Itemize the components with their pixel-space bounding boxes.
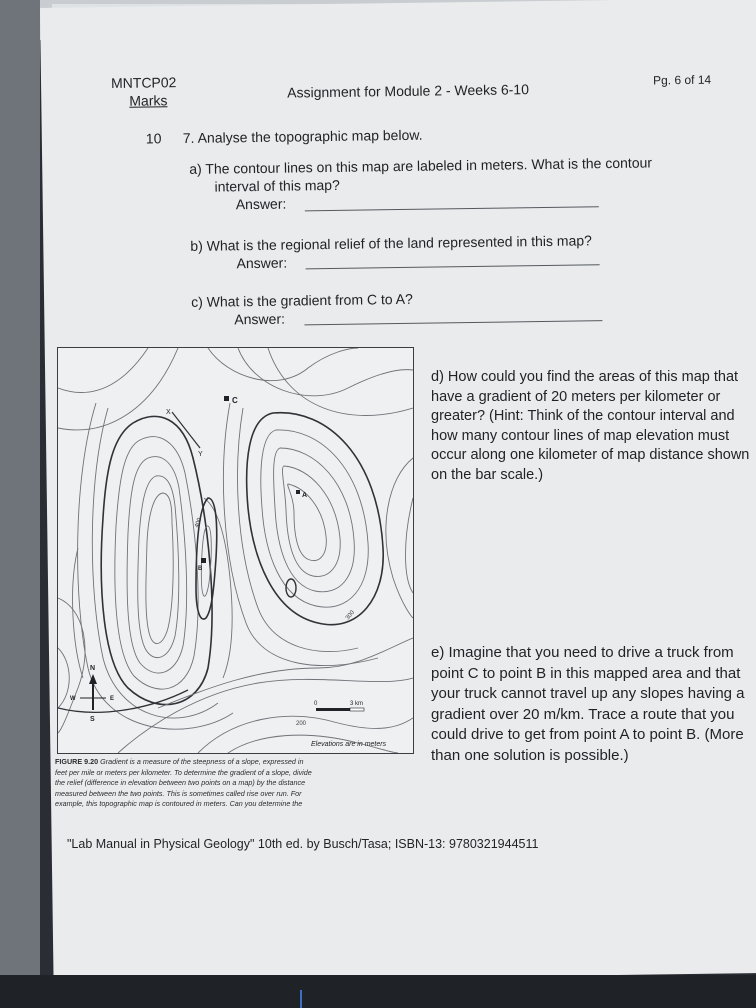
caption-line2: feet per mile or meters per kilometer. To determine the gradient of a slope, divide: [55, 767, 312, 777]
contour-line: [386, 458, 413, 618]
book-reference: "Lab Manual in Physical Geology" 10th ed. by Busch/Tasa; ISBN-13: 9780321944511: [67, 837, 539, 851]
part-a-answer-line[interactable]: [305, 206, 599, 211]
contour-map-svg: [58, 348, 413, 753]
part-c-text: c) What is the gradient from C to A?: [191, 290, 413, 310]
label-c: C: [232, 396, 238, 405]
caption-line4: measured between the two points. This is sometimes called rise over run. For: [55, 788, 302, 798]
compass-e: E: [110, 696, 115, 702]
caption-line1: Gradient is a measure of the steepness of a slope, expressed in: [100, 757, 304, 766]
contour-line: [208, 348, 358, 381]
part-a-answer-label: Answer:: [235, 195, 287, 213]
contour-line: [138, 476, 179, 658]
contour-line: [406, 498, 414, 593]
marks-label: Marks: [129, 92, 168, 109]
part-a-line1: a) The contour lines on this map are labeled in meters. What is the contour: [189, 154, 653, 177]
caption-line3: the relief (difference in elevation between two points on a map) by the distance: [55, 778, 306, 787]
point-a-marker: [296, 490, 300, 494]
label-y: Y: [198, 451, 203, 458]
contour-line: [261, 430, 368, 607]
contour-line: [58, 598, 85, 733]
caption-figure-label: FIGURE 9.20: [55, 757, 99, 766]
compass-n: N: [90, 665, 96, 672]
contour-label-200: 200: [296, 721, 307, 727]
contour-line: [58, 648, 69, 708]
contour-line: [223, 403, 378, 666]
background-desk: [0, 975, 756, 1008]
contour-line: [268, 348, 413, 416]
elevations-note: Elevations are in meters: [311, 741, 387, 748]
contour-line-bold: [101, 416, 212, 704]
assignment-title: Assignment for Module 2 - Weeks 6-10: [287, 81, 530, 101]
scale-start: 0: [314, 701, 318, 707]
compass-s: S: [90, 716, 95, 723]
scale-end: 3 km: [350, 701, 364, 707]
part-e-text: e) Imagine that you need to drive a truck from point C to point B in this mapped area and that your truck cannot travel up any slopes having a gradient over 20 m/km. Trace a route that you could drive to get from point A to point B. (More than one solution is possible.): [431, 644, 745, 764]
part-d-text: d) How could you find the areas of this map that have a gradient of 20 meters per kilometer or greater? (Hint: Think of the contour interval and how many contour lines of map elevation must occur along one kilometer of map distance shown on the bar scale.): [431, 369, 750, 483]
scale-bar-segment: [350, 708, 364, 711]
contour-line: [158, 638, 413, 708]
question-text: 7. Analyse the topographic map below.: [182, 126, 423, 147]
label-b: B: [198, 566, 203, 572]
contour-line-bold: [58, 690, 188, 712]
contour-line: [58, 348, 148, 392]
scale-bar: [316, 708, 350, 711]
background-cable: [300, 990, 302, 1008]
part-b-text: b) What is the regional relief of the land represented in this map?: [190, 232, 592, 254]
contour-line: [127, 457, 187, 673]
contour-label-left: 400: [194, 517, 204, 529]
part-b-answer-line[interactable]: [306, 264, 600, 269]
compass-w: W: [70, 696, 76, 702]
contour-line: [274, 448, 355, 592]
question-marks: 10: [145, 130, 162, 147]
contour-line-bold: [196, 498, 217, 619]
caption-line5: example, this topographic map is contoured in meters. Can you determine the: [55, 799, 303, 808]
part-c-answer-label: Answer:: [234, 310, 286, 328]
page-number: Pg. 6 of 14: [652, 72, 712, 88]
course-code: MNTCP02: [110, 74, 177, 92]
profile-line: [172, 412, 200, 448]
contour-line: [238, 348, 413, 396]
contour-line-bold: [247, 413, 384, 625]
point-b-marker: [201, 558, 206, 563]
part-b-answer-label: Answer:: [236, 254, 288, 272]
part-a-line2: interval of this map?: [214, 176, 340, 195]
part-c-answer-line[interactable]: [304, 320, 602, 325]
contour-line: [282, 466, 340, 576]
background-left: [0, 0, 40, 1008]
figure-caption: [55, 757, 415, 810]
topographic-map: [57, 347, 414, 754]
label-a: A: [302, 492, 308, 499]
point-c-marker: [224, 396, 229, 401]
contour-label-300: 300: [344, 609, 356, 622]
contour-line: [146, 493, 173, 644]
label-x: X: [166, 409, 171, 416]
